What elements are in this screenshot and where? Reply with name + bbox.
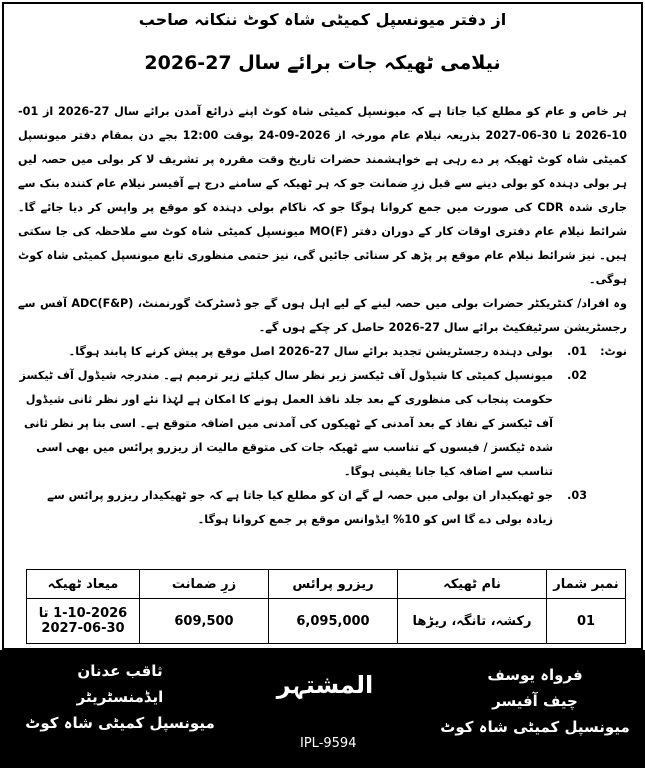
advertiser-label: المشتہر [276, 671, 374, 699]
notes-label: نوٹ: [600, 345, 627, 358]
header-security: زرِ ضمانت [140, 570, 269, 599]
cell-name: رکشہ، تانگہ، ریڑھا [398, 599, 547, 644]
contracts-table [26, 569, 626, 644]
intro-paragraph: ہر خاص و عام کو مطلع کیا جاتا ہے کہ میونسپل کمیٹی شاہ کوٹ اپنے ذرائع آمدن برائے سال 27-2026 از 01-10-2026 تا 30-06-2027 بذریعہ نیلام عام مورخہ از 2026-09-24 بوقت 12:00 بجے دن بمقام دفتر میونسپل کمیٹی شاہ کوٹ ٹھیکہ پر دے رہی ہے خواہشمند حضرات تاریخ وقت مقررہ پر تشریف لا کر بولی میں حصہ لیں ہر بولی دہندہ کو بولی دینے سے قبل زرِ ضمانت جو کہ ہر ٹھیکہ کے سامنے درج ہے آفیسر نیلام عام کنندہ بنک سے جاری شدہ CDR کی صورت میں جمع کروانا ہوگا جو کہ ناکام بولی دہندہ کو موقع پر واپس کر دیا جائے گا۔ شرائط نیلام عام دفتری اوقات کار کے دوران دفتر MO(F) میونسپل کمیٹی شاہ کوٹ سے ملاحظہ کی جا سکتی ہیں۔ نیز شرائط نیلام عام موقع پر پڑھ کر سنائی جائیں گی، نیز حتمی منظوری تابع میونسپل کمیٹی شاہ کوٹ ہوگی۔ [18, 105, 627, 286]
note-number: 02. [567, 369, 587, 382]
office-line: از دفتر میونسپل کمیٹی شاہ کوٹ ننکانہ صاحب [138, 10, 507, 29]
cell-security: 609,500 [140, 599, 269, 644]
ipl-code: IPL-9594 [300, 736, 357, 751]
header-reserve-price: ریزرو پرائس [269, 570, 398, 599]
chief-officer-org: میونسپل کمیٹی شاہ کوٹ [440, 718, 630, 736]
note-text: جو ٹھیکیدار ان بولی میں حصہ لے گے ان کو مطلع کیا جاتا ہے کہ جو ٹھیکیدار ریزرو پرائس سے زیادہ بولی دے گا اس کو 10% ایڈوانس موقع پر جمع کروانا ہوگا۔ [47, 489, 553, 526]
table-row [27, 599, 626, 644]
table-header-row [27, 570, 626, 599]
cell-serial: 01 [547, 599, 626, 644]
administrator-name: ثاقب عدنان [77, 662, 163, 680]
header-serial: نمبر شمار [547, 570, 626, 599]
notice-border [2, 2, 643, 650]
header-period: میعاد ٹھیکہ [27, 570, 140, 599]
cell-period: 1-10-2026 تا 30-06-2027 [27, 599, 140, 644]
notice-body [18, 100, 627, 532]
administrator-org: میونسپل کمیٹی شاہ کوٹ [25, 714, 215, 732]
note-number: 03. [567, 489, 587, 502]
note-item-2 [18, 364, 627, 484]
cell-reserve-price: 6,095,000 [269, 599, 398, 644]
header-name: نام ٹھیکہ [398, 570, 547, 599]
chief-officer-name: فرواہ یوسف [487, 666, 583, 684]
chief-officer-title: چیف آفیسر [492, 692, 578, 710]
administrator-title: ایڈمنسٹریٹر [76, 688, 164, 706]
administrator-signature [20, 658, 220, 736]
auction-title: نیلامی ٹھیکہ جات برائے سال 27-2026 [144, 52, 501, 74]
chief-officer-signature [440, 662, 630, 740]
note-text: میونسپل کمیٹی کا شیڈول آف ٹیکسز زیر نظر سال کیلئے زیر ترمیم ہے۔ مندرجہ شیڈول آف ٹیکسز حکومت پنجاب کی منظوری کے بعد جلد نافذ العمل ہونے کا امکان ہے لہٰذا نئے اور نظر ثانی شیڈول آف ٹیکسز کے نفاذ کے بعد آمدنی کے ٹھیکوں کی آمدنی میں اضافہ متوقع ہے۔ اسی بنا پر نظر ثانی شدہ ٹیکسز / فیسوں کے تناسب سے ٹھیکہ جات کی متوقع مالیت از ریزرو پرائس میں بھی اسی تناسب سے اضافہ کیا جانا یقینی ہوگا۔ [19, 369, 553, 478]
eligibility-paragraph: وہ افراد/ کنٹریکٹر حضرات بولی میں حصہ لینے کے لیے اہل ہوں گے جو ڈسٹرکٹ گورنمنٹ، ADC(F&P) آفس سے رجسٹریشن سرٹیفکیٹ برائے سال 27-2026 حاصل کر چکے ہوں گے۔ [18, 297, 627, 334]
note-text: بولی دہندہ رجسٹریشن تجدید برائے سال 27-2026 اصل موقع پر پیش کرنے کا پابند ہوگا۔ [68, 345, 553, 358]
note-number: 01. [567, 345, 587, 358]
note-item-3 [18, 484, 627, 532]
note-item-1 [18, 340, 627, 364]
